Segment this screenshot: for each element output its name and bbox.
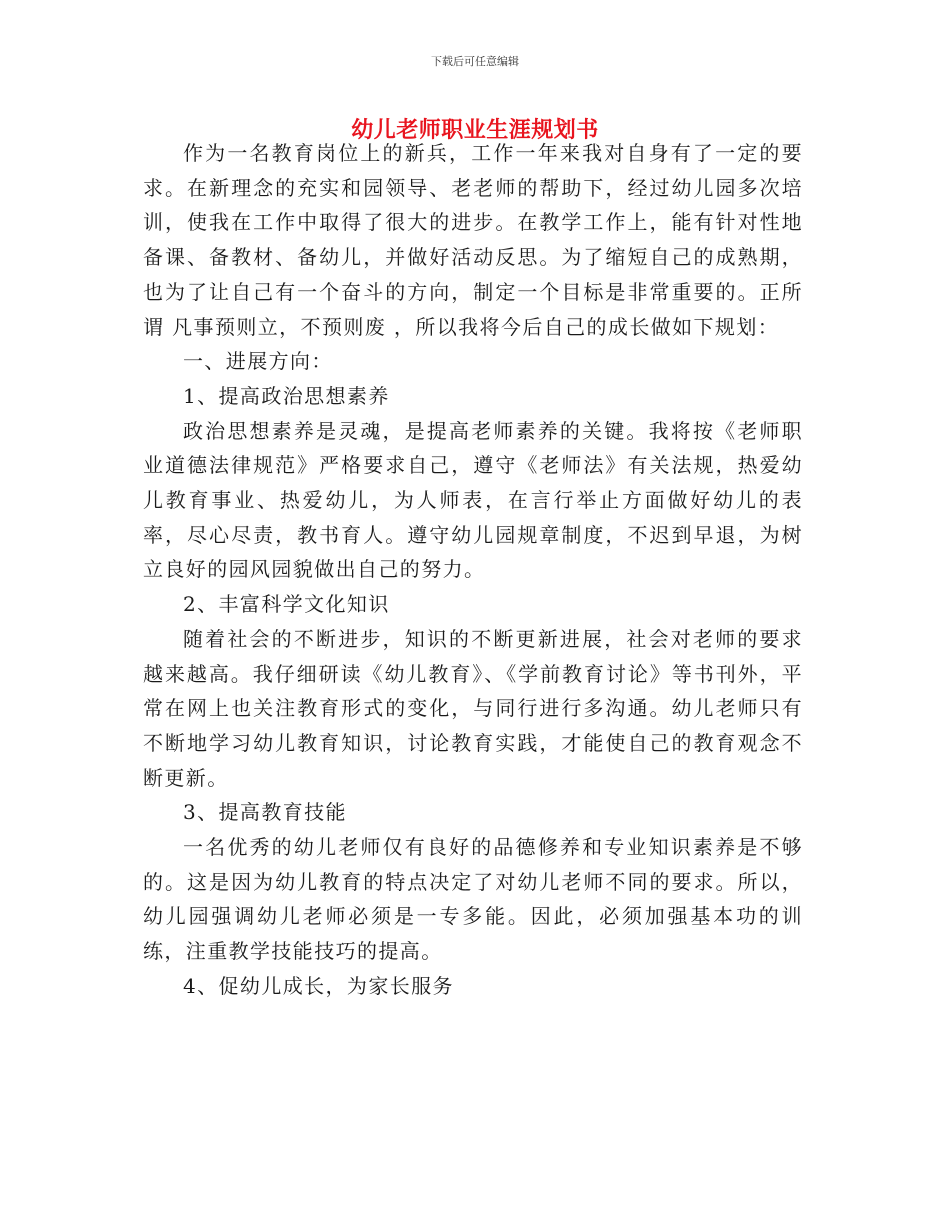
subsection-heading: 2、丰富科学文化知识 <box>183 592 390 617</box>
subsection-heading: 1、提高政治思想素养 <box>183 383 390 408</box>
section-heading: 一、进展方向： <box>183 349 333 374</box>
header-note: 下载后可任意编辑 <box>431 55 519 68</box>
document-title: 幼儿老师职业生涯规划书 <box>351 118 599 143</box>
subsection-heading: 3、提高教育技能 <box>183 800 347 825</box>
intro-paragraph: 作为一名教育岗位上的新兵，工作一年来我对自身有了一定的要求。在新理念的充实和园领导、老老师的帮助下，经过幼儿园多次培训，使我在工作中取得了很大的进步。在教学工作上，能有针对性地备课、备教材、备幼儿，并做好活动反思。为了缩短自己的成熟期，也为了让自己有一个奋斗的方向，制定一个目标是非常重要的。正所谓 凡事预则立，不预则废 ，所以我将今后自己的成长做如下规划： <box>143 141 803 339</box>
body-paragraph: 一名优秀的幼儿老师仅有良好的品德修养和专业知识素养是不够的。这是因为幼儿教育的特点决定了对幼儿老师不同的要求。所以，幼儿园强调幼儿老师必须是一专多能。因此，必须加强基本功的训练，注重教学技能技巧的提高。 <box>143 835 803 964</box>
body-paragraph: 政治思想素养是灵魂，是提高老师素养的关键。我将按《老师职业道德法律规范》严格要求自己，遵守《老师法》有关法规，热爱幼儿教育事业、热爱幼儿，为人师表，在言行举止方面做好幼儿的表率，尽心尽责，教书育人。遵守幼儿园规章制度，不迟到早退，为树立良好的园风园貌做出自己的努力。 <box>143 418 803 582</box>
document-body <box>143 136 803 1004</box>
subsection-heading: 4、促幼儿成长，为家长服务 <box>183 973 454 998</box>
body-paragraph: 随着社会的不断进步，知识的不断更新进展，社会对老师的要求越来越高。我仔细研读《幼儿教育》、《学前教育讨论》等书刊外，平常在网上也关注教育形式的变化，与同行进行多沟通。幼儿老师只有不断地学习幼儿教育知识，讨论教育实践，才能使自己的教育观念不断更新。 <box>143 626 803 790</box>
